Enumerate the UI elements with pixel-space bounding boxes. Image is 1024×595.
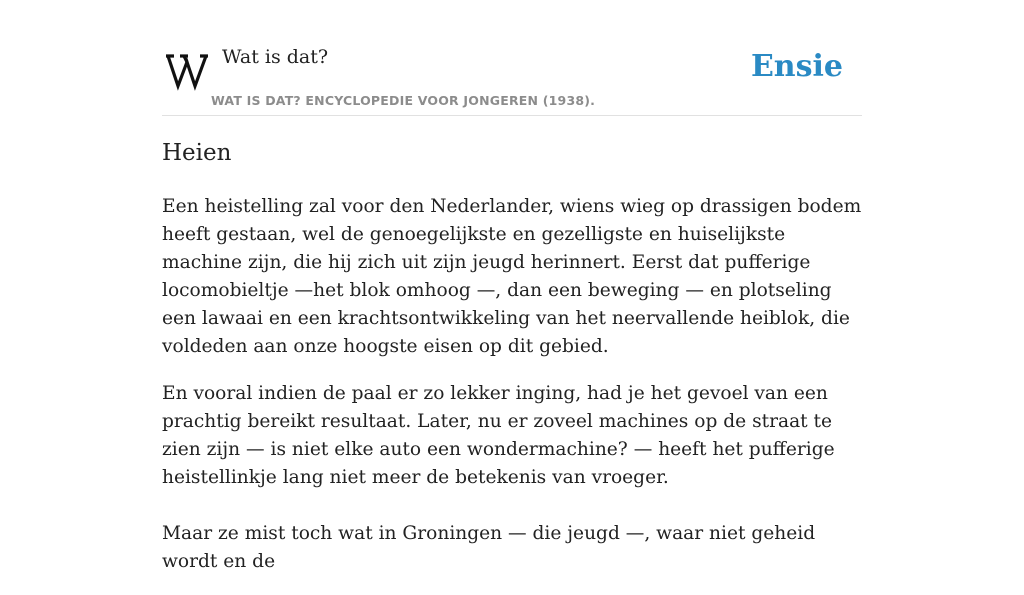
source-header <box>162 40 862 116</box>
wikisource-w-icon[interactable] <box>164 50 210 90</box>
source-title[interactable]: Wat is dat? <box>222 46 329 68</box>
paragraph: Een heistelling zal voor den Nederlander, wiens wieg op drassigen bodem heeft gestaan, wel de genoegelijkste en gezelligste en huiselijkste machine zijn, die hij zich uit zijn jeugd herinnert. Eerst dat pufferige locomobieltje —het blok omhoog —, dan een beweging — en plotseling een lawaai en een krachtsontwikkeling van het neervallende heiblok, die voldeden aan onze hoogste eisen op dit gebied. <box>162 196 862 357</box>
paragraph: En vooral indien de paal er zo lekker inging, had je het gevoel van een prachtig bereikt resultaat. Later, nu er zoveel machines op de straat te zien zijn — is niet elke auto een wondermachine? — heeft het pufferige heistellinkje lang niet meer de betekenis van vroeger. <box>162 383 835 488</box>
source-subtitle: WAT IS DAT? ENCYCLOPEDIE VOOR JONGEREN (1938). <box>211 93 596 108</box>
article-title: Heien <box>162 140 232 166</box>
article-body <box>162 193 862 595</box>
paragraph: Maar ze mist toch wat in Groningen — die jeugd —, waar niet geheid wordt en de <box>162 523 816 572</box>
brand-logo-link[interactable]: Ensie <box>750 49 843 84</box>
